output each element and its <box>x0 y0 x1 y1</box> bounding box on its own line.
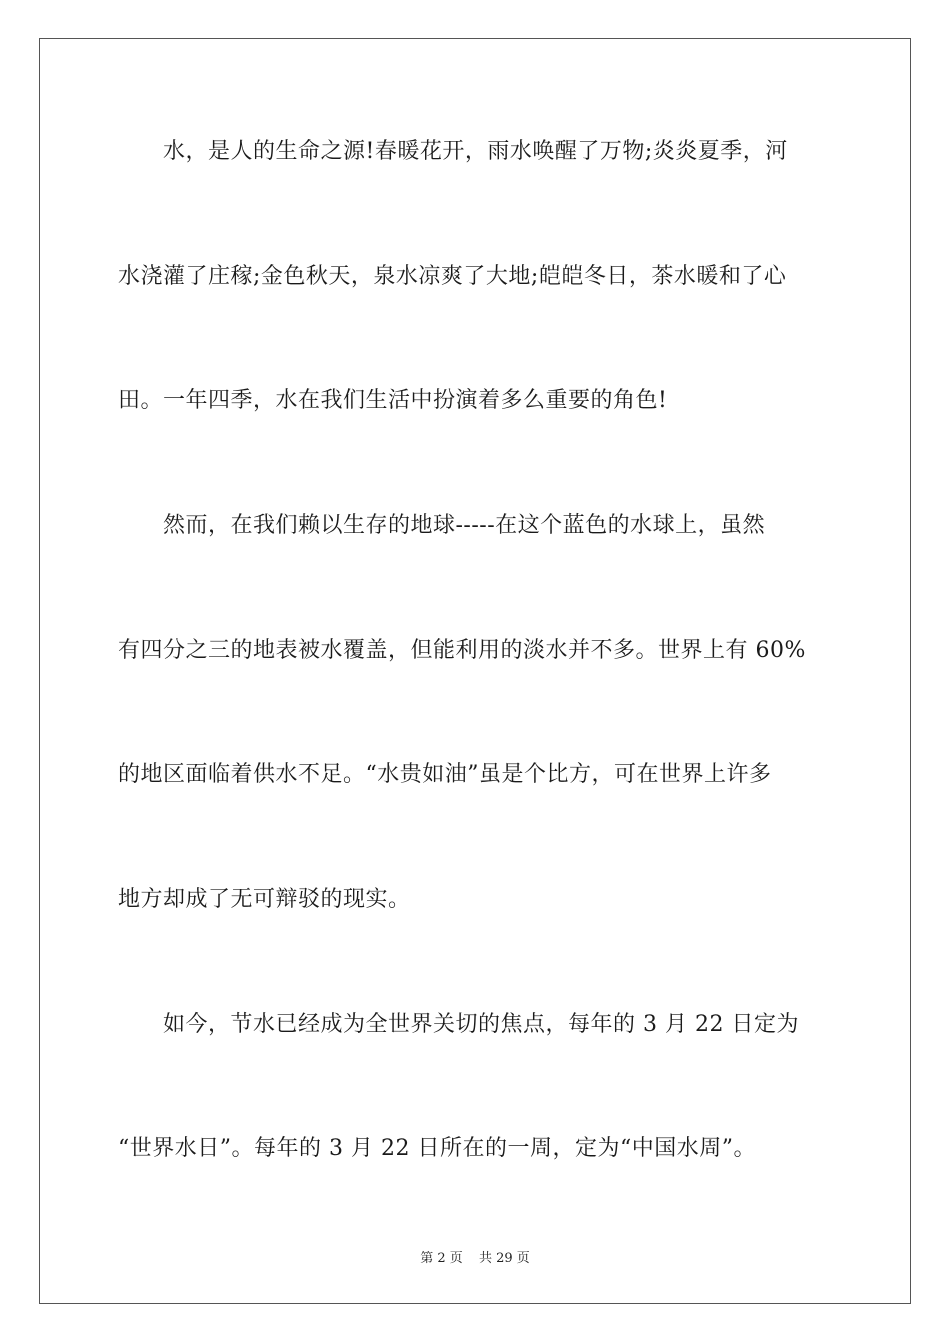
page-footer <box>0 1247 950 1266</box>
text-line-8: 如今，节水已经成为全世界关切的焦点，每年的 3 月 22 日定为 <box>118 1012 799 1037</box>
page-number: 第 2 页 <box>420 1251 463 1266</box>
page-border <box>39 38 911 1304</box>
text-line-3: 田。一年四季，水在我们生活中扮演着多么重要的角色! <box>118 388 668 413</box>
text-line-9: “世界水日”。每年的 3 月 22 日所在的一周，定为“中国水周”。 <box>118 1136 756 1161</box>
text-line-5: 有四分之三的地表被水覆盖，但能利用的淡水并不多。世界上有 60% <box>118 638 806 663</box>
text-line-2: 水浇灌了庄稼;金色秋天，泉水凉爽了大地;皑皑冬日，茶水暖和了心 <box>118 264 787 289</box>
page-total: 共 29 页 <box>478 1251 530 1266</box>
text-line-6: 的地区面临着供水不足。“水贵如油”虽是个比方，可在世界上许多 <box>118 762 772 787</box>
text-line-7: 地方却成了无可辩驳的现实。 <box>118 887 411 912</box>
text-line-1: 水，是人的生命之源!春暖花开，雨水唤醒了万物;炎炎夏季，河 <box>118 139 788 164</box>
text-line-4: 然而，在我们赖以生存的地球-----在这个蓝色的水球上，虽然 <box>118 513 766 538</box>
